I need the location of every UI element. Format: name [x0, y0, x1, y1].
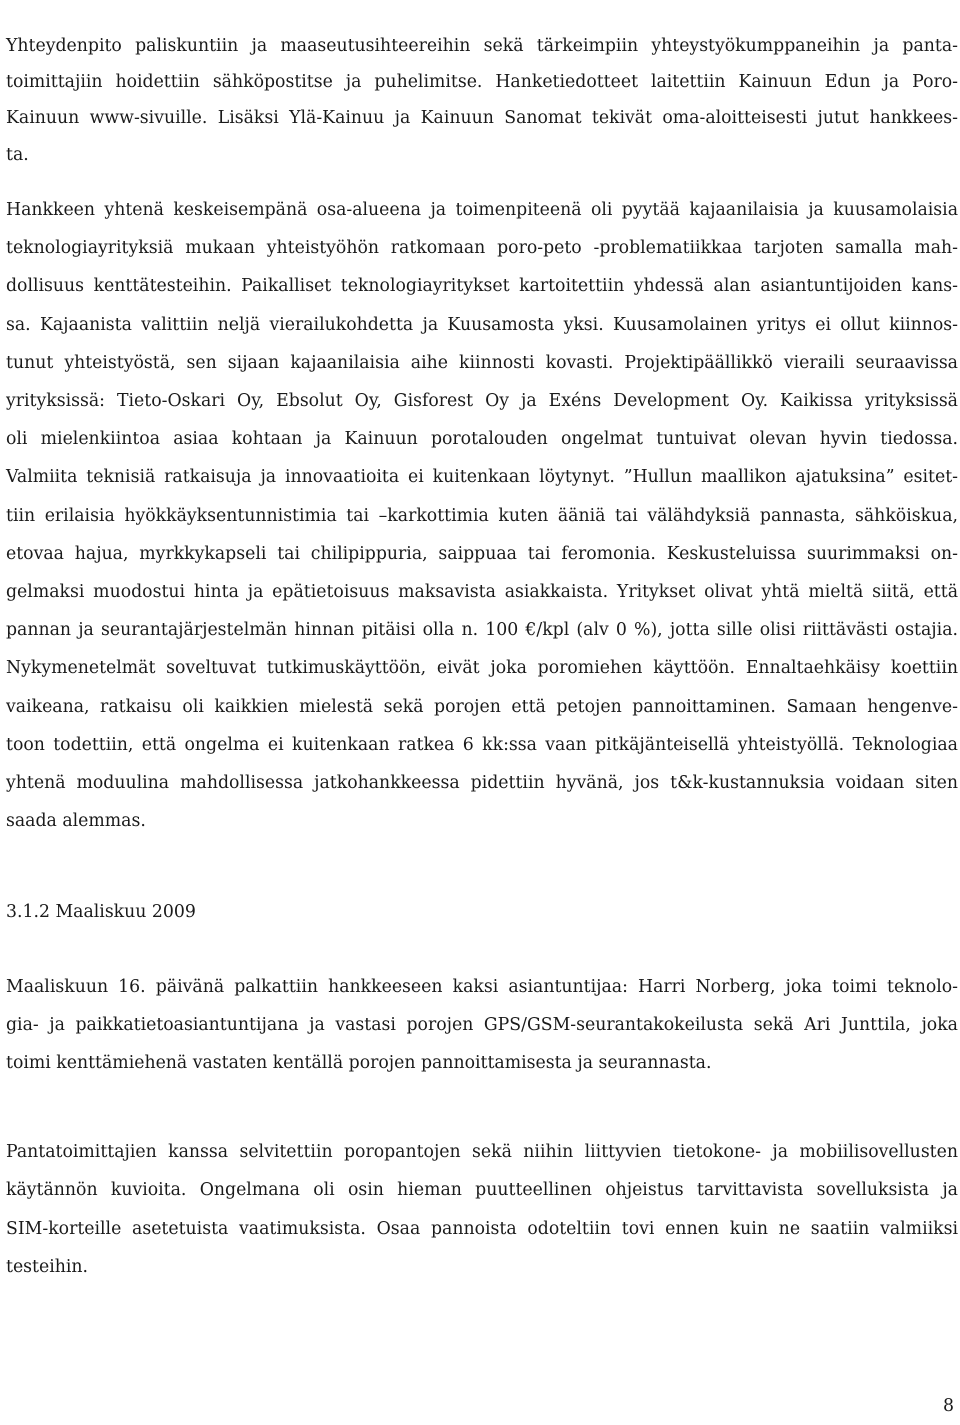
- text-line: Nykymenetelmät soveltuvat tutkimuskäyttöön, eivät joka poromiehen käyttöön. Ennaltaehkäisy koettiin: [6, 658, 958, 678]
- text-line: tunut yhteistyöstä, sen sijaan kajaanilaisia aihe kiinnosti kovasti. Projektipäällikkö vieraili seuraavissa: [6, 353, 958, 373]
- text-line: dollisuus kenttätesteihin. Paikalliset teknologiayritykset kartoitettiin yhdessä alan asiantuntijoiden kans-: [6, 276, 958, 296]
- text-line: toon todettiin, että ongelma ei kuitenkaan ratkea 6 kk:ssa vaan pitkäjänteisellä yhteistyöllä. Teknologiaa: [6, 735, 958, 755]
- page-number: 8: [943, 1396, 954, 1416]
- text-line: sa. Kajaanista valittiin neljä vierailukohdetta ja Kuusamosta yksi. Kuusamolainen yritys ei ollut kiinnos-: [6, 315, 958, 335]
- text-line: yhtenä moduulina mahdollisessa jatkohankkeessa pidettiin hyvänä, jos t&k-kustannuksia voidaan siten: [6, 773, 958, 793]
- text-line: teknologiayrityksiä mukaan yhteistyöhön ratkomaan poro-peto -problematiikkaa tarjoten samalla mah-: [6, 238, 958, 258]
- text-line: toimi kenttämiehenä vastaten kentällä porojen pannoittamisesta ja seurannasta.: [6, 1053, 712, 1073]
- text-line: etovaa hajua, myrkkykapseli tai chilipippuria, saippuaa tai feromonia. Keskusteluissa suurimmaksi on-: [6, 544, 958, 564]
- text-line: Hankkeen yhtenä keskeisempänä osa-alueena ja toimenpiteenä oli pyytää kajaanilaisia ja kuusamolaisia: [6, 200, 958, 220]
- text-line: yrityksissä: Tieto-Oskari Oy, Ebsolut Oy, Gisforest Oy ja Exéns Development Oy. Kaikissa yrityksissä: [6, 391, 958, 411]
- text-line: SIM-korteille asetetuista vaatimuksista. Osaa pannoista odoteltiin tovi ennen kuin ne saatiin valmiiksi: [6, 1219, 958, 1239]
- text-line: oli mielenkiintoa asiaa kohtaan ja Kainuun porotalouden ongelmat tuntuivat olevan hyvin tiedossa.: [6, 429, 958, 449]
- text-line: saada alemmas.: [6, 811, 146, 831]
- text-line: toimittajiin hoidettiin sähköpostitse ja puhelimitse. Hanketiedotteet laitettiin Kainuun Edun ja Poro-: [6, 72, 958, 92]
- text-line: tiin erilaisia hyökkäyksentunnistimia tai –karkottimia kuten ääniä tai välähdyksiä pannasta, sähköiskua,: [6, 506, 958, 526]
- text-line: Maaliskuun 16. päivänä palkattiin hankkeeseen kaksi asiantuntijaa: Harri Norberg, joka toimi teknolo-: [6, 977, 958, 997]
- text-line: gia- ja paikkatietoasiantuntijana ja vastasi porojen GPS/GSM-seurantakokeilusta sekä Ari Junttila, joka: [6, 1015, 958, 1035]
- text-line: ta.: [6, 145, 29, 165]
- text-line: vaikeana, ratkaisu oli kaikkien mielestä sekä porojen että petojen pannoittaminen. Samaan hengenve-: [6, 697, 958, 717]
- text-line: Valmiita teknisiä ratkaisuja ja innovaatioita ei kuitenkaan löytynyt. ”Hullun maallikon ajatuksina” esitet-: [6, 467, 958, 487]
- text-line: Pantatoimittajien kanssa selvitettiin poropantojen sekä niihin liittyvien tietokone- ja mobiilisovellusten: [6, 1142, 958, 1162]
- text-line: Yhteydenpito paliskuntiin ja maaseutusihteereihin sekä tärkeimpiin yhteystyökumppaneihin ja panta-: [6, 36, 958, 56]
- text-line: pannan ja seurantajärjestelmän hinnan pitäisi olla n. 100 €/kpl (alv 0 %), jotta sille olisi riittävästi ostajia.: [6, 620, 958, 640]
- text-line: testeihin.: [6, 1257, 89, 1277]
- text-line: gelmaksi muodostui hinta ja epätietoisuus maksavista asiakkaista. Yritykset olivat yhtä mieltä siitä, että: [6, 582, 958, 602]
- text-line: käytännön kuvioita. Ongelmana oli osin hieman puutteellinen ohjeistus tarvittavista sovelluksista ja: [6, 1180, 958, 1200]
- text-line: Kainuun www-sivuille. Lisäksi Ylä-Kainuu ja Kainuun Sanomat tekivät oma-aloitteisesti jutut hankkees-: [6, 108, 958, 128]
- section-heading: 3.1.2 Maaliskuu 2009: [6, 902, 196, 922]
